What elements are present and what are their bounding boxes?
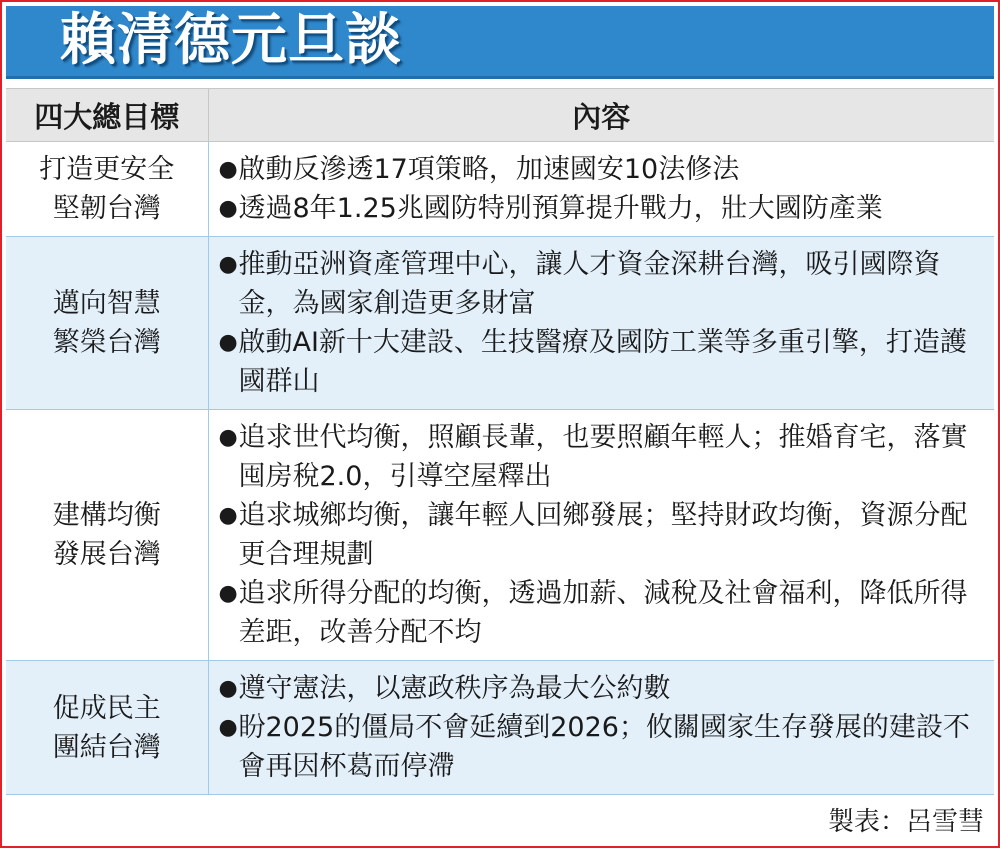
list-item-text: 追求城鄉均衡，讓年輕人回鄉發展；堅持財政均衡，資源分配更合理規劃 — [238, 500, 968, 570]
content-cell — [208, 142, 994, 237]
title-bar — [6, 6, 994, 79]
goal-label-line: 打造更安全 — [39, 154, 175, 185]
table-body — [6, 142, 994, 795]
list-item-text: 遵守憲法，以憲政秩序為最大公約數 — [238, 673, 671, 704]
table-row — [6, 142, 994, 237]
table-row — [6, 237, 994, 410]
list-item-text: 透過8年1.25兆國防特別預算提升戰力，壯大國防產業 — [238, 193, 883, 224]
goal-label-line: 建構均衡 — [52, 500, 161, 531]
list-item — [217, 189, 983, 228]
bullet-dot-icon: ● — [218, 425, 238, 450]
bullet-dot-icon: ● — [218, 581, 238, 606]
table-row — [6, 410, 994, 661]
list-item — [217, 150, 983, 189]
goal-cell — [6, 237, 208, 410]
goal-label-line: 發展台灣 — [52, 539, 161, 570]
content-cell — [208, 237, 994, 410]
list-item-text: 追求所得分配的均衡，透過加薪、減稅及社會福利，降低所得差距，改善分配不均 — [238, 578, 968, 648]
content-cell — [208, 661, 994, 795]
list-item — [217, 574, 983, 652]
bullet-dot-icon: ● — [218, 503, 238, 528]
list-item-text: 啟動反滲透17項策略，加速國安10法修法 — [238, 154, 740, 185]
goal-cell — [6, 142, 208, 237]
page-title: 賴清德元旦談 — [60, 8, 402, 73]
bullet-dot-icon: ● — [218, 676, 238, 701]
goal-label-line: 堅韌台灣 — [52, 193, 161, 224]
header-content: 內容 — [208, 89, 994, 142]
goal-label-line: 繁榮台灣 — [52, 327, 161, 358]
bullet-dot-icon: ● — [218, 196, 238, 221]
header-goal: 四大總目標 — [6, 89, 208, 142]
goal-label-line: 團結台灣 — [52, 731, 161, 763]
bullet-dot-icon: ● — [218, 252, 238, 277]
list-item-text: 盼2025的僵局不會延續到2026；攸關國家生存發展的建設不會再因杯葛而停滯 — [238, 712, 970, 782]
goal-cell — [6, 661, 208, 795]
goal-label-line: 促成民主 — [52, 692, 161, 724]
list-item — [217, 418, 983, 496]
bullet-dot-icon: ● — [218, 330, 238, 355]
list-item — [217, 708, 983, 786]
bullet-dot-icon: ● — [218, 715, 238, 740]
list-item — [217, 669, 983, 708]
list-item-text: 推動亞洲資產管理中心，讓人才資金深耕台灣，吸引國際資金，為國家創造更多財富 — [238, 249, 941, 319]
content-cell — [208, 410, 994, 661]
bullet-dot-icon: ● — [218, 157, 238, 182]
list-item — [217, 323, 983, 401]
list-item-text: 追求世代均衡，照顧長輩，也要照顧年輕人；推婚育宅，落實囤房稅2.0，引導空屋釋出 — [238, 422, 968, 492]
list-item — [217, 496, 983, 574]
table-row — [6, 661, 994, 795]
list-item-text: 啟動AI新十大建設、生技醫療及國防工業等多重引擎，打造護國群山 — [238, 327, 967, 397]
table-header-row — [6, 89, 994, 142]
goal-cell — [6, 410, 208, 661]
goals-table — [6, 88, 994, 795]
goal-label-line: 邁向智慧 — [52, 288, 161, 319]
list-item — [217, 245, 983, 323]
credit-text: 製表：呂雪彗 — [827, 807, 984, 837]
